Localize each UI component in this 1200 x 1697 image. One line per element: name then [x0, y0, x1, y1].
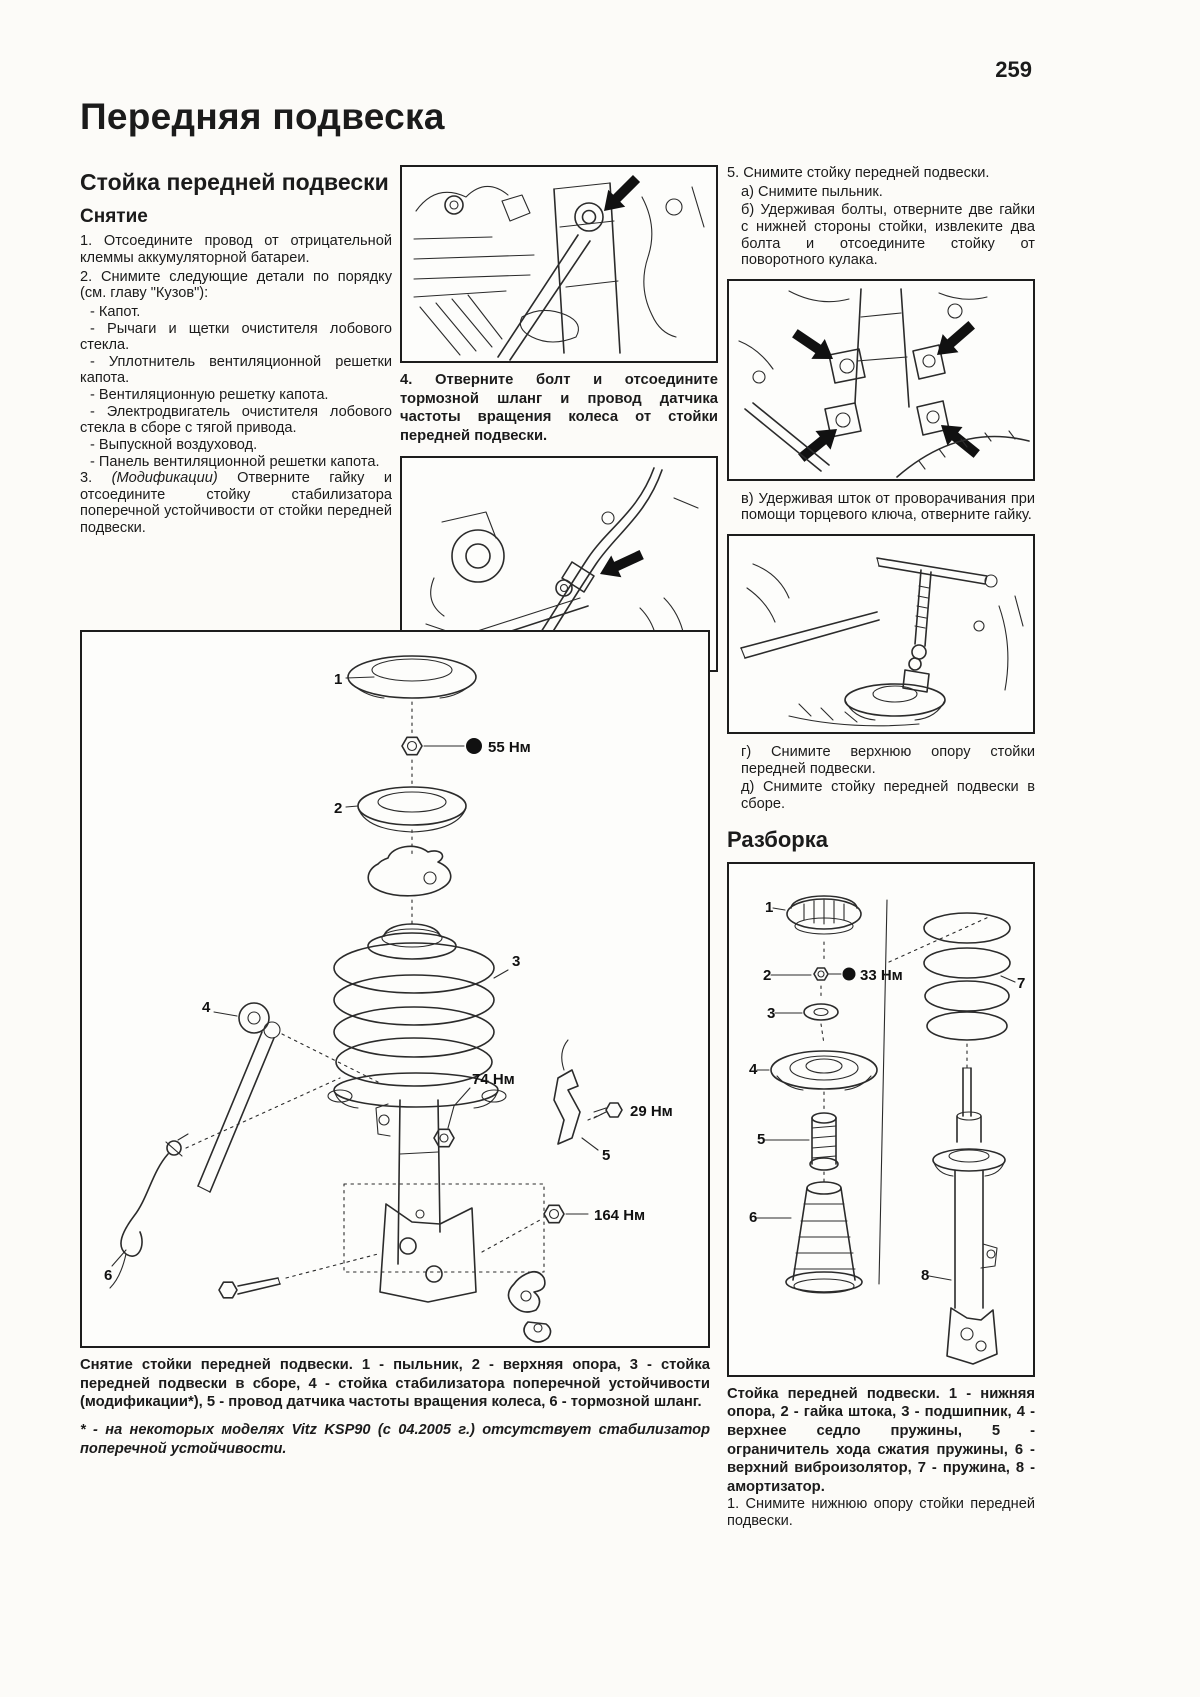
- page-number: 259: [995, 57, 1032, 82]
- bold-arrow-icon: [929, 316, 979, 364]
- part-label: 6: [749, 1208, 758, 1226]
- middle-column: [400, 165, 718, 672]
- torque-dot: [466, 738, 482, 754]
- part-label: 8: [921, 1266, 930, 1284]
- torque-value: 164 Нм: [594, 1207, 646, 1224]
- step-3-modifications: (Модификации): [111, 470, 218, 487]
- rod-nut: [814, 968, 828, 980]
- step-3: [80, 470, 392, 537]
- main-figure-footnote: * - на некоторых моделях Vitz KSP90 (с 04.2005 г.) отсутствует стабилизатор поперечной устойчивости.: [80, 1421, 710, 1457]
- part-shock-absorber: [933, 1068, 1005, 1364]
- part-label: 4: [749, 1060, 758, 1078]
- figure-strut-removal: [80, 630, 710, 1348]
- figure-strut-disassembly: [727, 862, 1035, 1377]
- part-stabilizer-link: [198, 1003, 280, 1192]
- strut-removal-drawing: [82, 632, 708, 1346]
- part-bearing: [804, 1004, 838, 1020]
- disassembly-heading: Разборка: [727, 826, 828, 852]
- bold-arrow-icon: [794, 419, 845, 467]
- step-5d: д) Снимите стойку передней подвески в сборе.: [741, 779, 1035, 812]
- figure-stabilizer-link-nut: [400, 165, 718, 363]
- disassembly-step-1: 1. Снимите нижнюю опору стойки передней подвески.: [727, 1496, 1035, 1530]
- part-label: 4: [202, 999, 211, 1016]
- disassembly-figure-caption: Стойка передней подвески. 1 - нижняя опора, 2 - гайка штока, 3 - подшипник, 4 - верхнее седло пружины, 5 - ограничитель хода сжатия пружины, 6 - верхний виброизолятор, 7 - пружина, 8 - амортизатор.: [727, 1385, 1035, 1495]
- list-item: - Выпускной воздуховод.: [90, 436, 258, 453]
- step-2-intro: 2. Снимите следующие детали по порядку (см. главу "Кузов"):: [80, 268, 392, 302]
- part-label: 3: [512, 953, 521, 970]
- list-item: - Уплотнитель вентиляционной решетки капота.: [80, 353, 392, 387]
- torque-value: 33 Нм: [860, 966, 903, 984]
- torque-dot: [843, 967, 856, 980]
- part-spring-seat: [771, 1051, 877, 1090]
- part-label: 2: [334, 800, 343, 817]
- nut: [434, 1129, 454, 1146]
- nut: [544, 1205, 564, 1222]
- step-5: 5. Снимите стойку передней подвески.: [727, 165, 990, 181]
- knuckle-bolts-drawing: [729, 281, 1033, 479]
- step-5g: г) Снимите верхнюю опору стойки передней подвески.: [741, 744, 1035, 777]
- bold-arrow-icon: [933, 415, 984, 463]
- torque-value: 29 Нм: [630, 1103, 673, 1120]
- bold-arrow-icon: [595, 543, 647, 584]
- clamp-pieces: [508, 1272, 550, 1342]
- step-3-number: 3.: [80, 470, 93, 487]
- stabilizer-link-drawing: [402, 167, 716, 361]
- part-label: 7: [1017, 974, 1026, 992]
- part-label: 2: [763, 966, 772, 984]
- figure-caption-step-4: 4. Отверните болт и отсоедините тормозной шланг и провод датчика частоты вращения колеса от стойки передней подвески.: [400, 372, 718, 444]
- strut-disassembly-drawing: [729, 864, 1033, 1375]
- part-label: 5: [757, 1130, 766, 1148]
- figure-socket-wrench: [727, 534, 1035, 734]
- bold-arrow-icon: [788, 323, 840, 369]
- left-column: [80, 170, 392, 539]
- section-subtitle: Стойка передней подвески: [80, 169, 389, 195]
- step-5v: в) Удерживая шток от проворачивания при помощи торцевого ключа, отверните гайку.: [741, 490, 1035, 524]
- figure-knuckle-bolts: [727, 279, 1035, 481]
- torque-value: 74 Нм: [472, 1071, 515, 1088]
- rod-nut: [402, 737, 422, 754]
- mounting-bolt: [219, 1278, 280, 1298]
- list-item: - Рычаги и щетки очистителя лобового стекла.: [80, 320, 392, 354]
- step-1: 1. Отсоедините провод от отрицательной клеммы аккумуляторной батареи.: [80, 233, 392, 267]
- part-bearing-blob: [368, 846, 450, 895]
- step-3-text: Отверните гайку и отсоедините стойку стабилизатора поперечной устойчивости от стойки передней подвески.: [80, 470, 392, 537]
- list-item: - Капот.: [90, 303, 141, 320]
- part-label: 3: [767, 1004, 776, 1022]
- socket-wrench-drawing: [729, 536, 1033, 732]
- part-label: 1: [765, 898, 774, 916]
- part-label: 1: [334, 671, 343, 688]
- list-item: - Вентиляционную решетку капота.: [90, 387, 329, 404]
- part-brake-hose: [110, 1134, 188, 1288]
- part-bump-stop: [810, 1113, 838, 1170]
- part-upper-support: [358, 787, 466, 832]
- bolt: [594, 1103, 622, 1118]
- part-sensor-wire: [554, 1040, 580, 1144]
- torque-value: 55 Нм: [488, 739, 531, 756]
- list-item: - Панель вентиляционной решетки капота.: [90, 453, 380, 470]
- part-coil-spring: [924, 913, 1010, 1040]
- part-upper-support: [787, 896, 861, 934]
- part-boot: [786, 1182, 862, 1293]
- dashed-region: [344, 1184, 544, 1272]
- step-5a: а) Снимите пыльник.: [741, 183, 883, 200]
- part-spring: [334, 924, 494, 1086]
- main-figure-caption: Снятие стойки передней подвески. 1 - пыльник, 2 - верхняя опора, 3 - стойка передней подвески в сборе, 4 - стойка стабилизатора поперечной устойчивости (модификации*), 5 - провод датчика частоты вращения колеса, 6 - тормозной шланг.: [80, 1357, 710, 1411]
- part-label: 6: [104, 1267, 113, 1284]
- removal-heading: Снятие: [80, 205, 148, 227]
- right-column: [727, 165, 1035, 1532]
- page-title: Передняя подвеска: [80, 96, 445, 137]
- main-figure-block: [80, 630, 710, 1459]
- part-label: 5: [602, 1147, 611, 1164]
- list-item: - Электродвигатель очистителя лобового стекла в сборе с тягой привода.: [80, 403, 392, 437]
- part-strut-body: [328, 1073, 506, 1302]
- step-5b: б) Удерживая болты, отверните две гайки с нижней стороны стойки, извлеките два болта и отсоедините стойку от поворотного кулака.: [741, 202, 1035, 269]
